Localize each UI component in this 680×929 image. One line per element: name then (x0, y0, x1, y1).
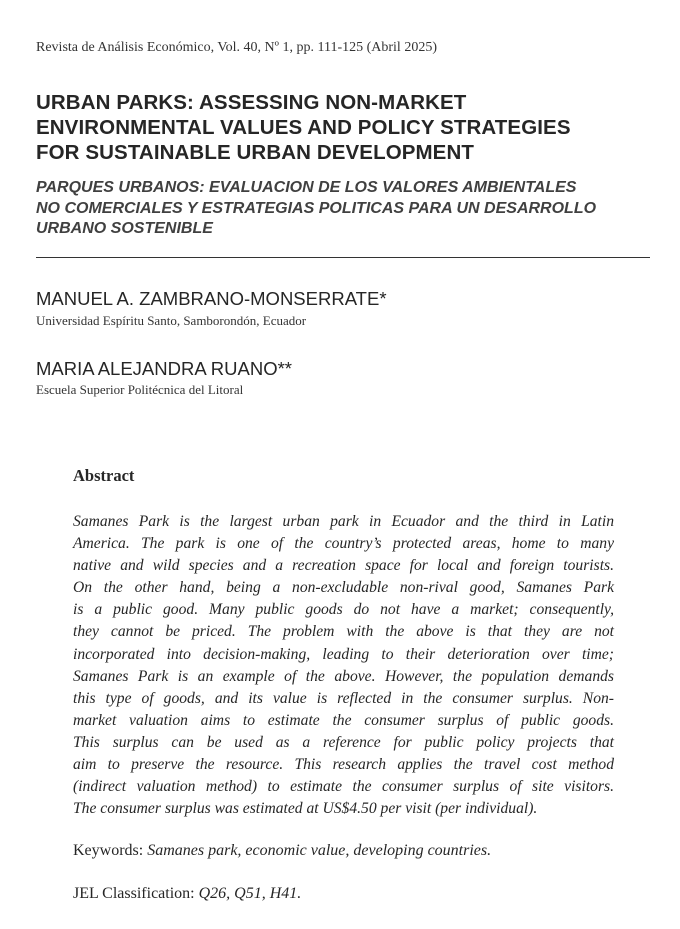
title-spanish-line: PARQUES URBANOS: EVALUACION DE LOS VALORES AMBIENTALES (36, 179, 577, 196)
jel-classification (73, 885, 301, 903)
abstract-line: they cannot be priced. The problem with the above is that they are not (73, 623, 614, 641)
keywords-value: Samanes park, economic value, developing countries. (147, 842, 492, 859)
abstract-line: market valuation aims to estimate the consumer surplus of public goods. (73, 711, 614, 729)
abstract-line: On the other hand, being a non-excludable non-rival good, Samanes Park (73, 579, 614, 597)
keywords (73, 842, 491, 860)
title-spanish-line: NO COMERCIALES Y ESTRATEGIAS POLITICAS PARA UN DESARROLLO (36, 199, 597, 217)
title-english-line: ENVIRONMENTAL VALUES AND POLICY STRATEGIES (36, 116, 571, 139)
abstract-line: This surplus can be used as a reference for public policy projects that (73, 733, 614, 751)
keywords-label: Keywords: (73, 842, 144, 859)
author-affiliation: Escuela Superior Politécnica del Litoral (36, 382, 244, 397)
abstract-line: aim to preserve the resource. This research applies the travel cost method (73, 756, 614, 774)
journal-header: Revista de Análisis Económico, Vol. 40, Nº 1, pp. 111-125 (Abril 2025) (36, 40, 437, 55)
title-english-line: FOR SUSTAINABLE URBAN DEVELOPMENT (36, 141, 474, 164)
abstract-line: (indirect valuation method) to estimate the consumer surplus of site visitors. (73, 778, 614, 796)
title-spanish (36, 178, 656, 240)
abstract-line: Samanes Park is an example of the above. However, the population demands (73, 667, 614, 685)
author-name: MARIA ALEJANDRA RUANO** (36, 358, 292, 379)
abstract-line: incorporated into decision-making, leading to their deterioration over time; (73, 645, 614, 663)
abstract-line: Samanes Park is the largest urban park in Ecuador and the third in Latin (73, 513, 614, 530)
title-divider (36, 257, 650, 258)
author-name: MANUEL A. ZAMBRANO-MONSERRATE* (36, 288, 387, 309)
title-english (36, 90, 656, 165)
abstract-line: America. The park is one of the country’s protected areas, home to many (73, 535, 614, 553)
title-english-line: URBAN PARKS: ASSESSING NON-MARKET (36, 91, 467, 114)
abstract-line: this type of goods, and its value is reflected in the consumer surplus. Non- (73, 689, 614, 707)
abstract-heading: Abstract (73, 466, 135, 485)
abstract-line: is a public good. Many public goods do not have a market; consequently, (73, 601, 614, 619)
title-spanish-line: URBANO SOSTENIBLE (36, 220, 213, 237)
jel-label: JEL Classification: (73, 885, 195, 902)
abstract-body (73, 511, 614, 820)
jel-value: Q26, Q51, H41. (198, 885, 302, 902)
abstract-line: The consumer surplus was estimated at US$4.50 per visit (per individual). (73, 800, 538, 818)
author-affiliation: Universidad Espíritu Santo, Samborondón, Ecuador (36, 313, 307, 328)
abstract-line: native and wild species and a recreation space for local and foreign tourists. (73, 557, 614, 575)
